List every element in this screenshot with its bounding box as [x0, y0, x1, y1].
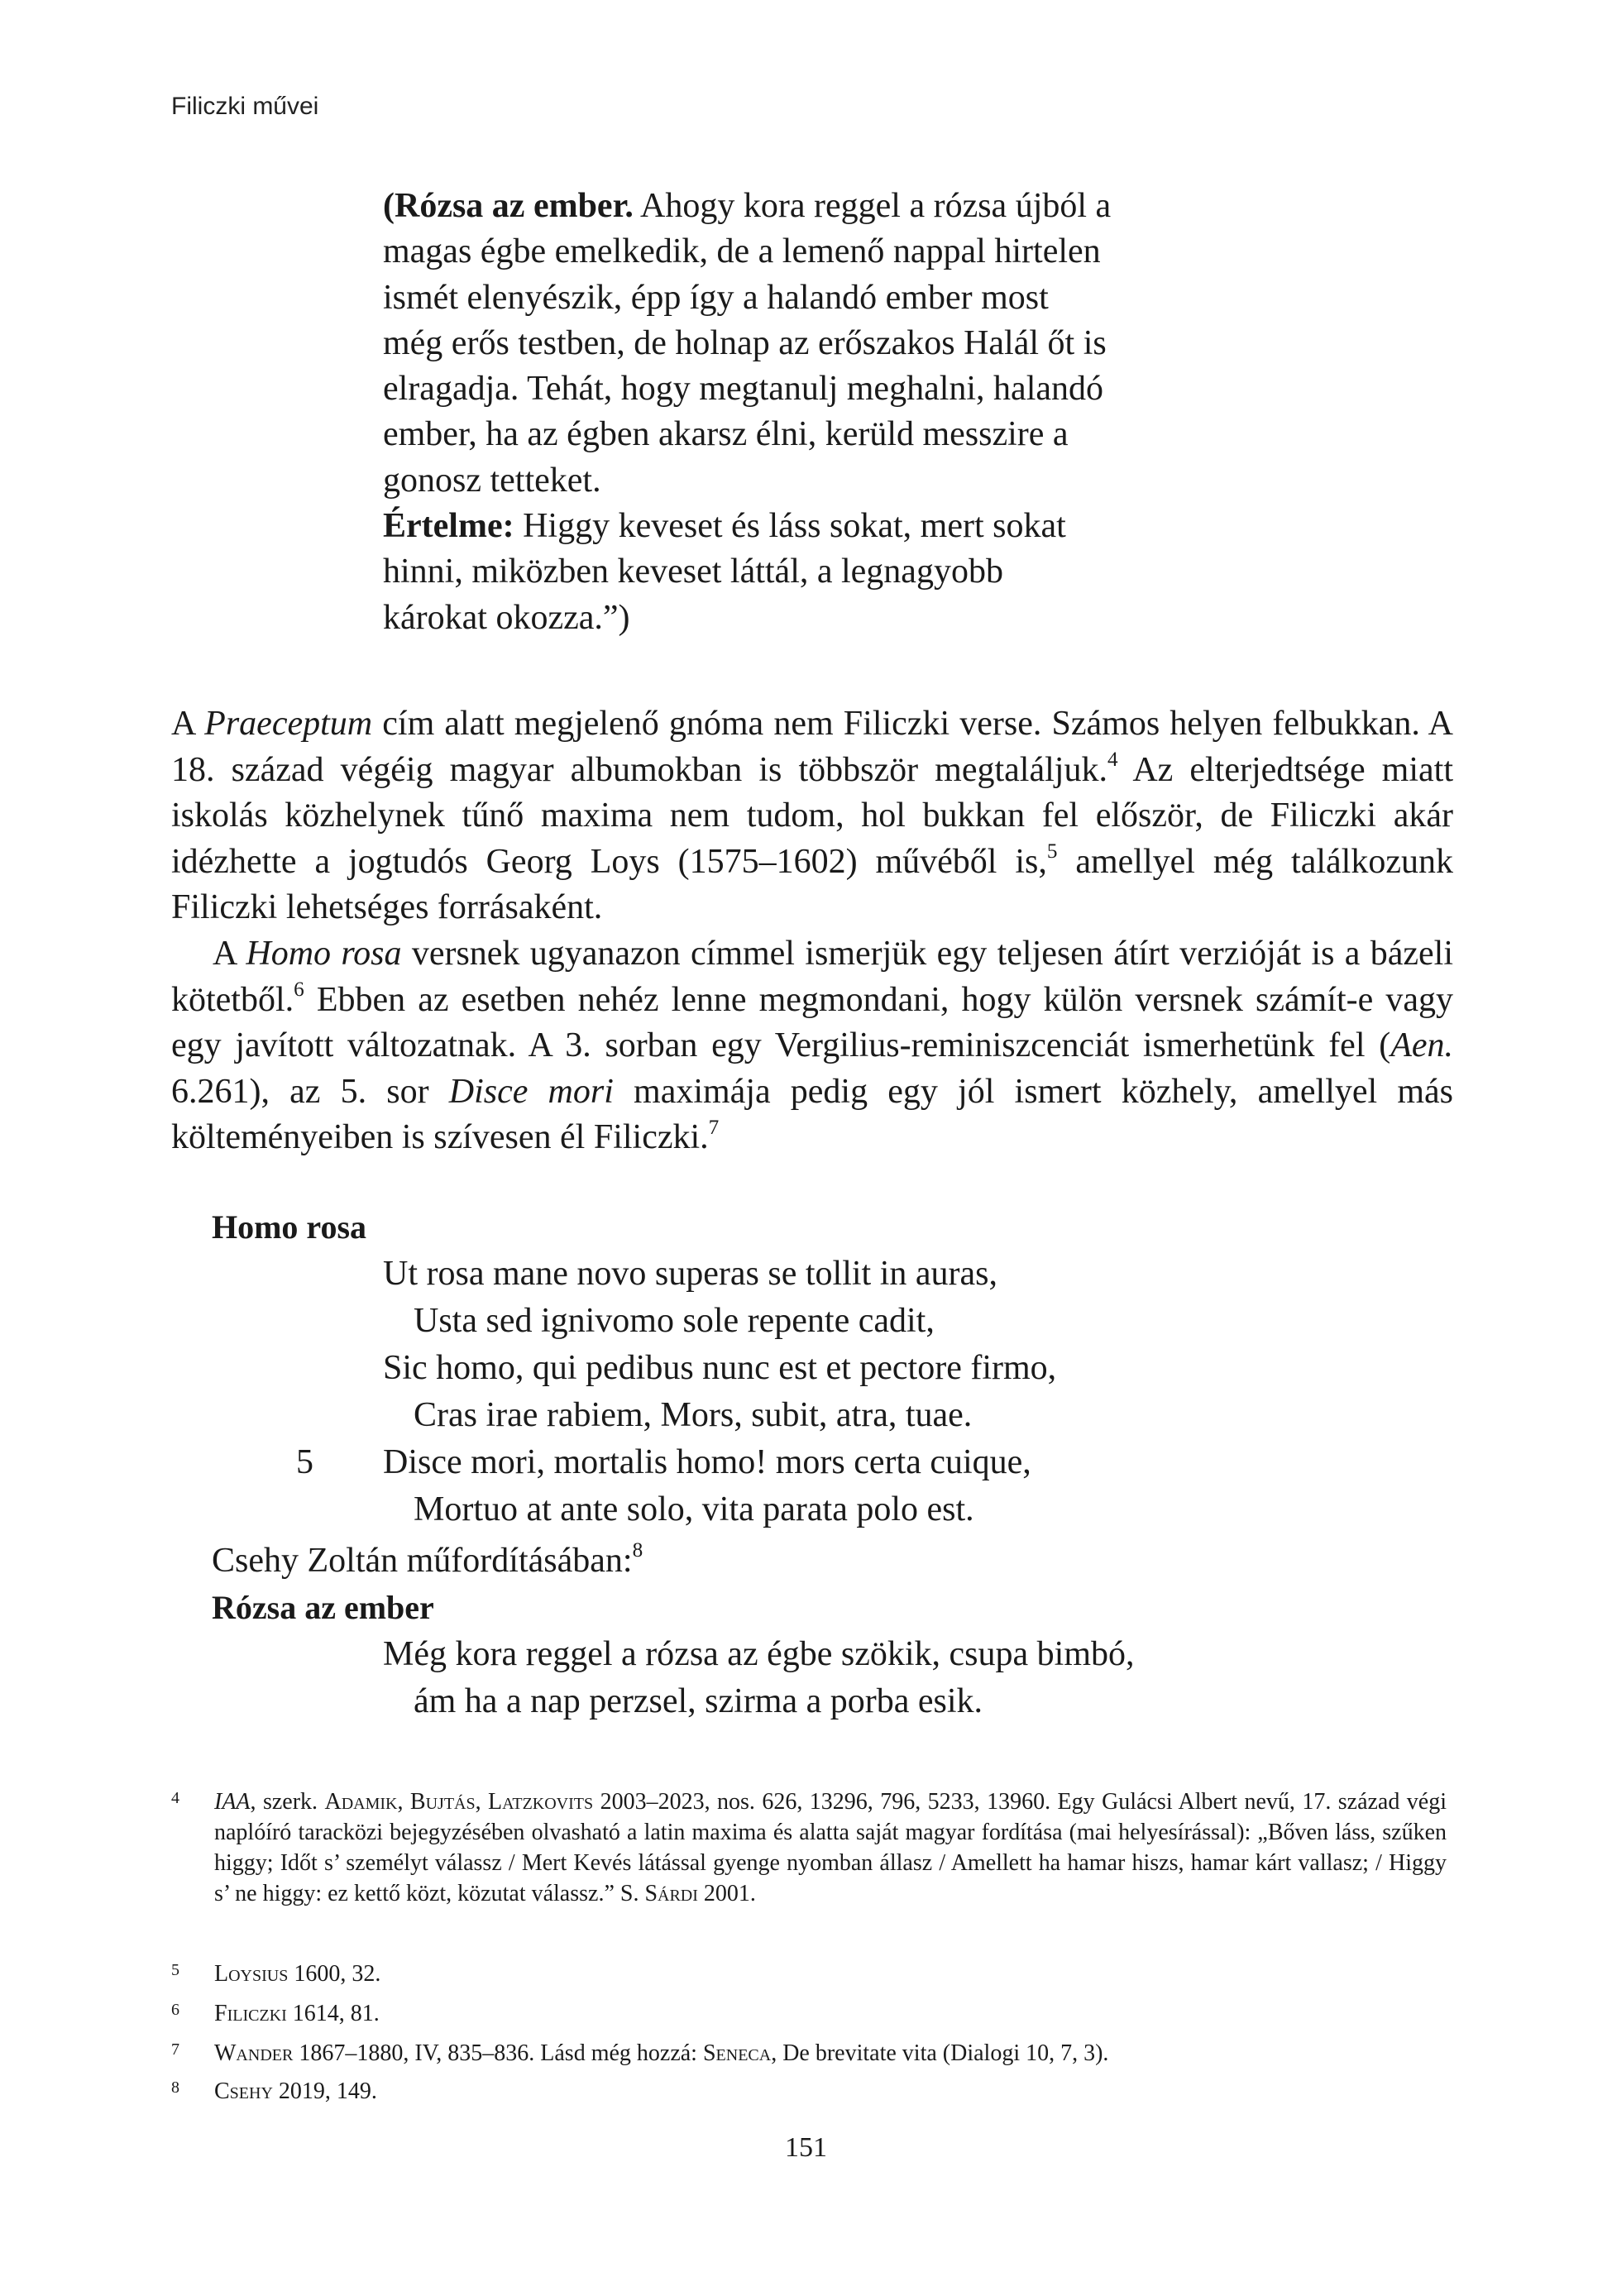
- footnote-ref[interactable]: 5: [1046, 840, 1058, 863]
- verse-line: Sic homo, qui pedibus nunc est et pectore firmo,: [383, 1349, 1057, 1387]
- verse-line: Ut rosa mane novo superas se tollit in auras,: [383, 1255, 997, 1293]
- footnote-ref[interactable]: 8: [632, 1539, 643, 1562]
- verse-line: Mortuo at ante solo, vita parata polo est.: [414, 1490, 974, 1528]
- footnote-number: 8: [171, 2078, 179, 2097]
- quote-title: (Rózsa az ember.: [383, 187, 634, 225]
- footnote-ref[interactable]: 7: [708, 1116, 720, 1139]
- verse-line: Cras irae rabiem, Mors, subit, atra, tuae.: [414, 1396, 973, 1434]
- footnote-number: 6: [171, 2001, 179, 2019]
- footnote-ref[interactable]: 6: [294, 978, 304, 1002]
- quote-line: Értelme: Higgy keveset és láss sokat, mert sokat: [383, 507, 1066, 546]
- footnote-ref[interactable]: 4: [1107, 749, 1118, 772]
- poem-title: Homo rosa: [212, 1208, 367, 1246]
- line-number: 5: [296, 1443, 313, 1481]
- translator-credit: Csehy Zoltán műfordításában:$^8$: [212, 1539, 643, 1580]
- page-number: 151: [785, 2132, 827, 2163]
- translation-quote: [383, 184, 1210, 641]
- footnote-number: 7: [171, 2040, 179, 2059]
- quote-line: ismét elenyészik, épp így a halandó ember most: [383, 278, 1049, 317]
- verse-line: Még kora reggel a rózsa az égbe szökik, csupa bimbó,: [383, 1635, 1135, 1673]
- quote-line: magas égbe emelkedik, de a lemenő nappal hirtelen: [383, 232, 1101, 271]
- quote-line: hinni, miközben keveset láttál, a legnagyobb: [383, 552, 1003, 591]
- paragraph: A Homo rosa versnek ugyanazon címmel ismerjük egy teljesen átírt verzióját is a bázeli kötetből.$^6$ Ebben az esetben nehéz lenne megmondani, hogy külön versnek számít-e vagy egy javított változatnak. A 3. sorban egy Vergilius-reminiszcenciát ismerhetünk fel (Aen. 6.261), az 5. sor Disce mori maximája pedig egy jól ismert közhely, amellyel más költeményeiben is szívesen él Filiczki.$^7$: [171, 934, 1453, 1157]
- quote-line: még erős testben, de holnap az erőszakos Halál őt is: [383, 323, 1107, 362]
- quote-line: (Rózsa az ember. Ahogy kora reggel a rózsa újból a: [383, 187, 1112, 225]
- running-header: Filiczki művei: [171, 93, 319, 120]
- quote-line: elragadja. Tehát, hogy megtanulj meghalni, halandó: [383, 370, 1104, 409]
- footnote-number: 5: [171, 1961, 179, 1979]
- meaning-label: Értelme:: [383, 507, 514, 546]
- paragraph: A Praeceptum cím alatt megjelenő gnóma nem Filiczki verse. Számos helyen felbukkan. A 18. század végéig magyar albumokban is többször megtaláljuk.$^4$ Az elterjedtsége miatt iskolás közhelynek tűnő maxima nem tudom, hol bukkan fel először, de Filiczki akár idézhette a jogtudós Georg Loys (1575–1602) művéből is,$^5$ amellyel még találkozunk Filiczki lehetséges forrásaként.: [171, 705, 1453, 927]
- footnote-number: 4: [171, 1789, 179, 1807]
- verse-line: Usta sed ignivomo sole repente cadit,: [414, 1302, 935, 1340]
- quote-line: gonosz tetteket.: [383, 461, 601, 500]
- body-text: [171, 701, 1453, 1161]
- quote-line: ember, ha az égben akarsz élni, kerüld messzire a: [383, 415, 1069, 454]
- verse-line: Disce mori, mortalis homo! mors certa cuique,: [383, 1443, 1031, 1481]
- verse-line: ám ha a nap perzsel, szirma a porba esik.: [414, 1682, 983, 1720]
- poem-title: Rózsa az ember: [212, 1589, 434, 1626]
- quote-line: károkat okozza.”): [383, 598, 630, 637]
